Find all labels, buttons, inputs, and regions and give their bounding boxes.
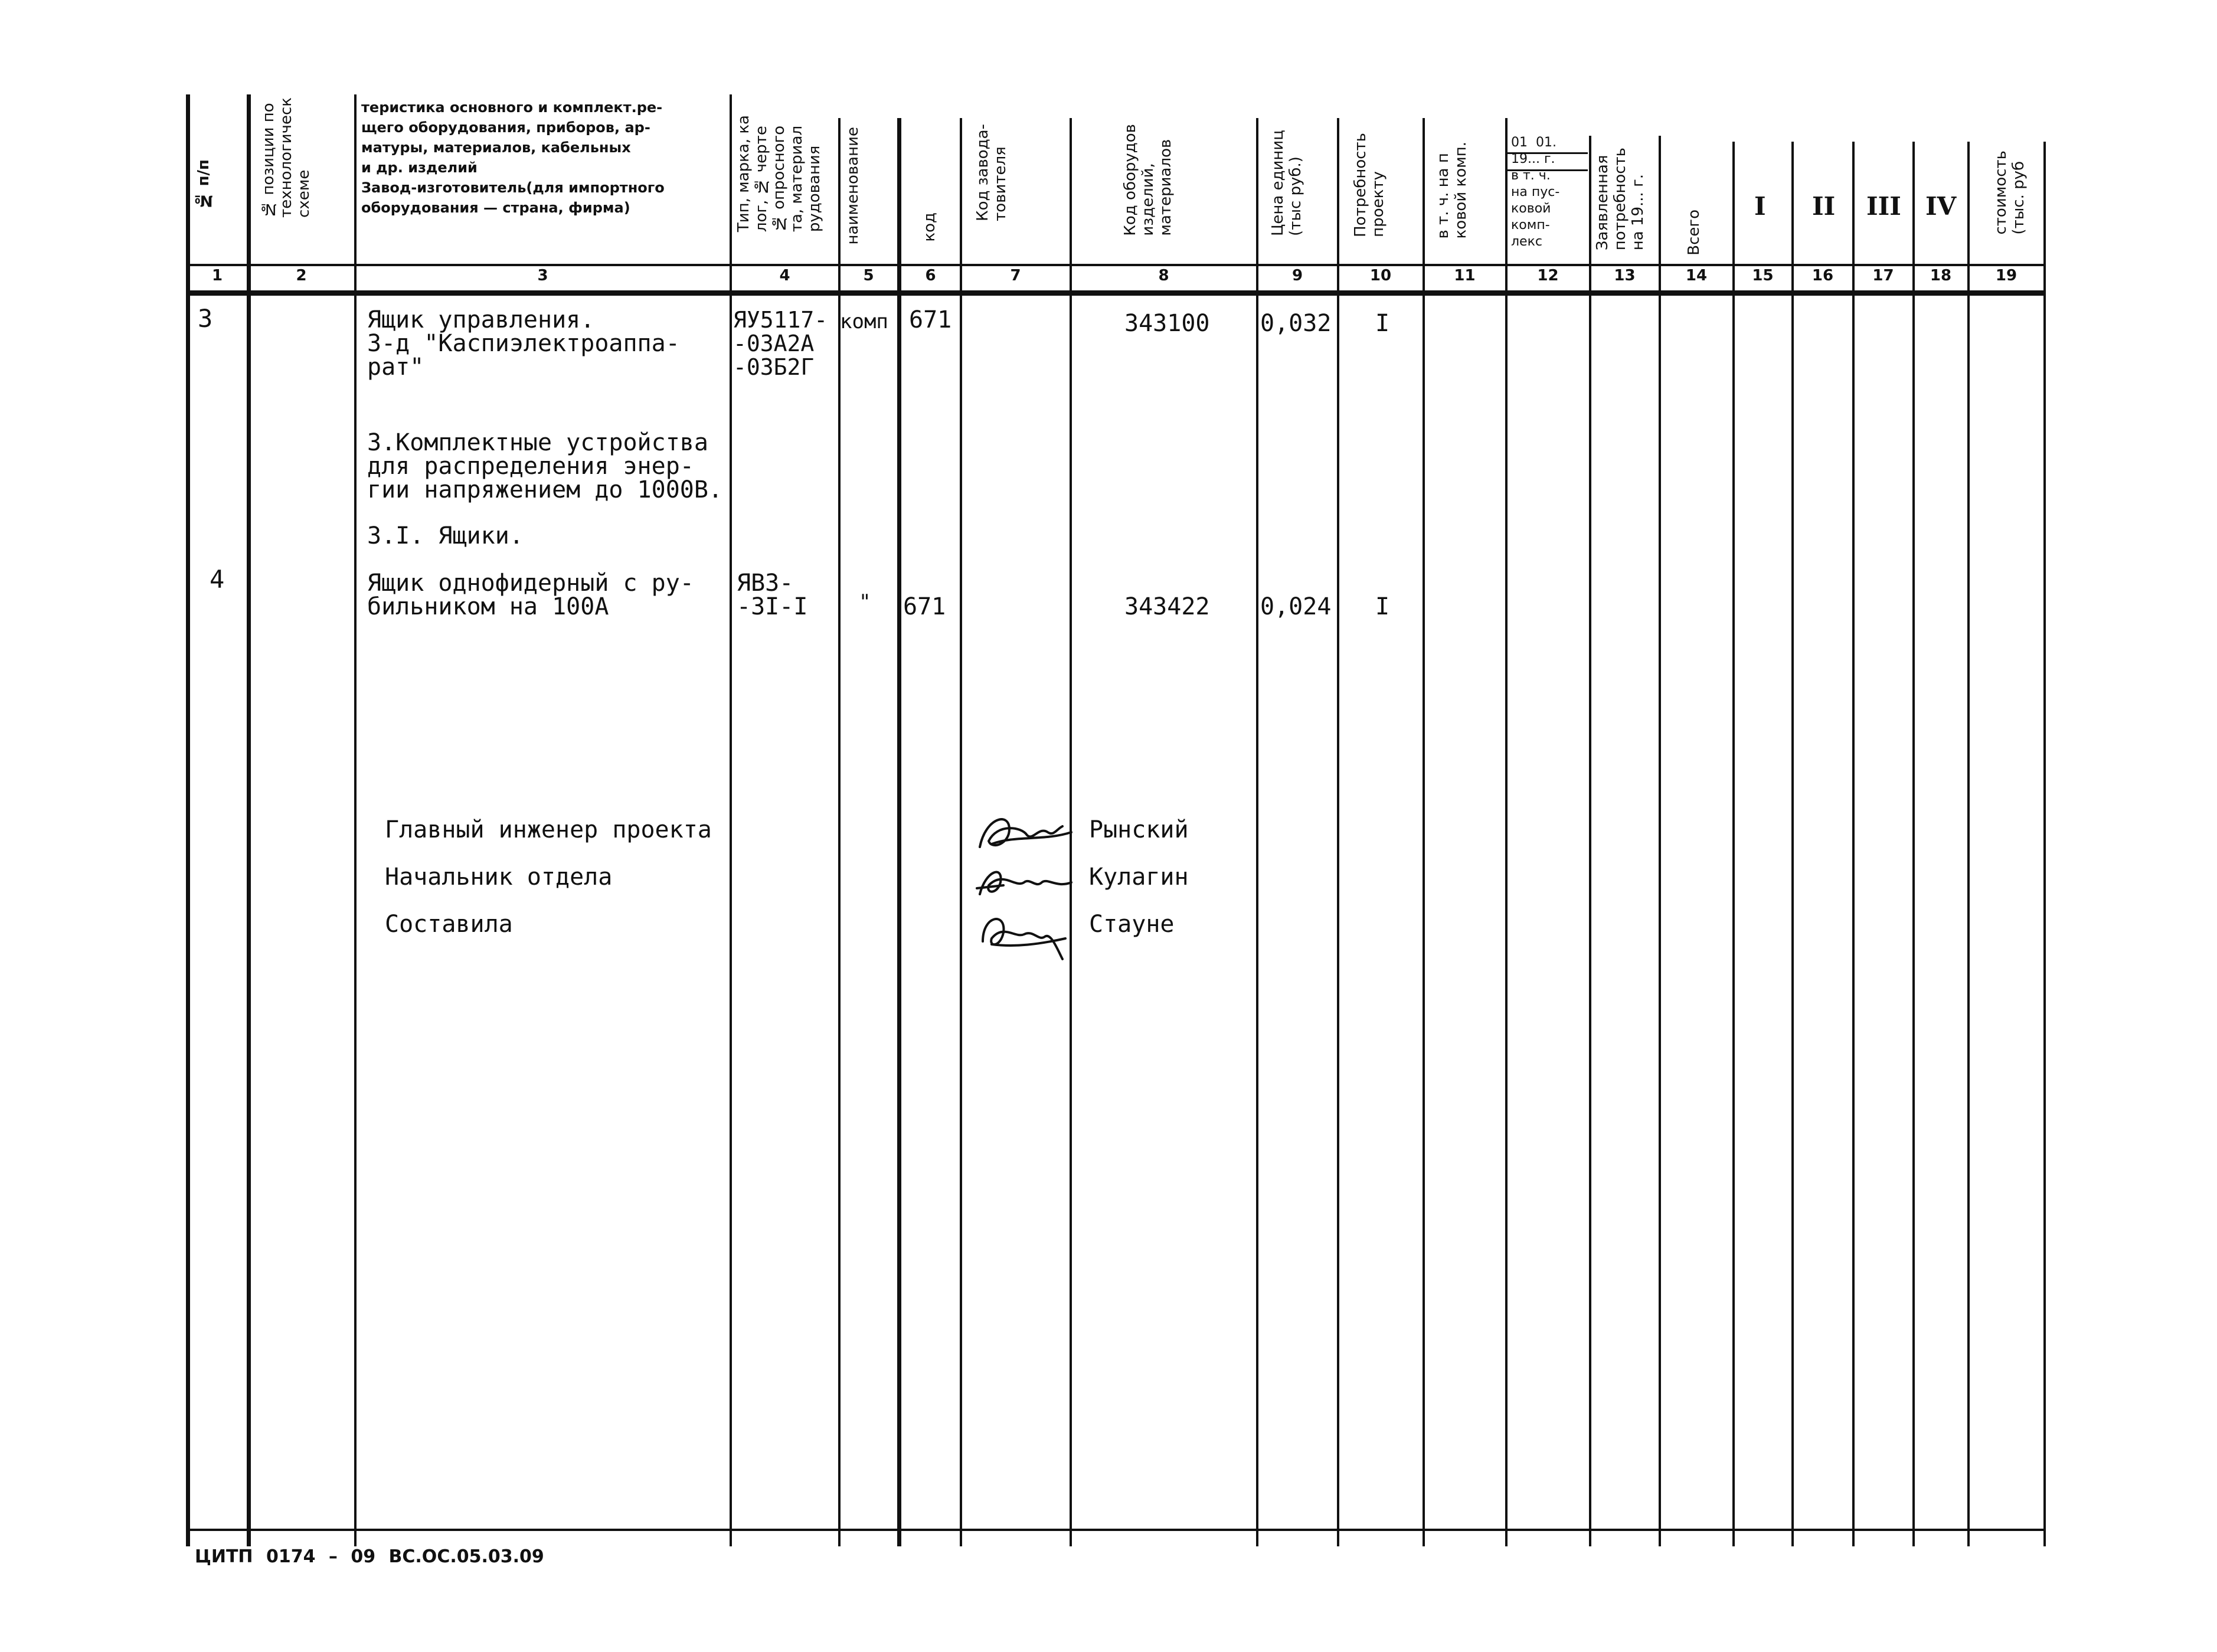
header-startup-complex: в т. ч. на п ковой комп. [1434, 142, 1470, 239]
signature-name: Рынский [1089, 816, 1189, 843]
header-total: Всего [1685, 210, 1703, 256]
header-unit-price: Цена единиц (тыс руб.) [1269, 130, 1304, 236]
column-number: 4 [779, 267, 790, 284]
col-divider [897, 118, 901, 1546]
subsection-title: 3.I. Ящики. [367, 522, 524, 549]
column-number: 6 [925, 267, 936, 284]
col-divider [1337, 118, 1339, 1546]
signature-role: Составила [385, 911, 513, 938]
project-need: I [1375, 593, 1390, 620]
column-number: 10 [1369, 267, 1392, 284]
row-number: 3 [198, 304, 213, 333]
header-unit-name: наименование [844, 127, 862, 245]
left-border [186, 94, 190, 1546]
item-type: ЯУ5117- -03А2А -03Б2Г [733, 307, 828, 380]
col-divider [1791, 142, 1794, 1546]
equipment-code: 343422 [1124, 593, 1210, 620]
column-number: 16 [1811, 267, 1834, 284]
signature-name: Кулагин [1089, 863, 1189, 891]
col-divider [1659, 136, 1661, 1546]
right-border [2043, 142, 2046, 1546]
column-number: 11 [1454, 267, 1476, 284]
unit-name: комп [840, 310, 888, 333]
col-divider [730, 94, 732, 1546]
item-type: ЯВЗ- -3I-I [737, 570, 808, 620]
header-quarter-2: II [1812, 192, 1836, 221]
header-row-number: № п/п [195, 159, 212, 210]
signature-name: Стауне [1089, 911, 1175, 938]
table-bottom-line [186, 1529, 2045, 1531]
unit-price: 0,024 [1260, 593, 1332, 620]
column-number: 13 [1614, 267, 1636, 284]
column-number: 18 [1930, 267, 1952, 284]
unit-name: " [859, 590, 871, 614]
col-divider [1732, 142, 1735, 1546]
item-name: Ящик однофидерный с ру- бильником на 100А [367, 570, 694, 620]
column-number: 5 [863, 267, 874, 284]
unit-code: 671 [903, 593, 946, 620]
col-divider [354, 94, 357, 1546]
colnum-bottom-line [186, 290, 2045, 296]
col-divider [1852, 142, 1855, 1546]
col-divider [1256, 118, 1258, 1546]
header-quarter-3: III [1866, 192, 1901, 221]
col-divider [247, 94, 251, 1546]
header-quarter-1: I [1754, 192, 1766, 221]
header-declared-need: Заявленная потребность на 19... г. [1594, 148, 1647, 251]
unit-code: 671 [909, 306, 952, 333]
header-description: теристика основного и комплект.ре- щего оборудования, приборов, ар- матуры, материалов, кабельных и др. изделий Завод-изготовитель(для импортного оборудования — страна, фирма) [361, 99, 665, 216]
header-equipment-code: Код оборудов изделий, материалов [1121, 124, 1175, 236]
col-divider [1967, 142, 1970, 1546]
header-scheme-position: № позиции по технологическ схеме [260, 97, 313, 218]
row-number: 4 [210, 565, 225, 594]
column-number: 14 [1685, 267, 1708, 284]
signature-role: Начальник отдела [385, 863, 613, 891]
column-number: 8 [1158, 267, 1169, 284]
project-need: I [1375, 310, 1390, 337]
header-cost: стоимость (тыс. руб [1992, 151, 2028, 235]
column-number: 12 [1537, 267, 1559, 284]
equipment-code: 343100 [1124, 310, 1210, 337]
column-number: 9 [1291, 267, 1303, 284]
column-number: 1 [211, 267, 223, 284]
col-divider [1423, 118, 1425, 1546]
header-quarter-4: IV [1925, 192, 1957, 221]
header-bottom-line [186, 264, 2045, 266]
column-number: 3 [537, 267, 548, 284]
section-title: 3.Комплектные устройства для распределения энер- гии напряжением до 1000В. [367, 429, 723, 503]
col-divider [960, 118, 962, 1546]
col-divider [1912, 142, 1915, 1546]
header-type-mark: Тип, марка, ка лог, № черте № опросного та, материал рудования [735, 115, 823, 233]
header-unit-code: код [921, 212, 939, 242]
unit-price: 0,032 [1260, 310, 1332, 337]
column-number: 19 [1995, 267, 2017, 284]
col-divider [1505, 118, 1508, 1546]
header-on-date: 01 01. 19... г. в т. ч. на пус- ковой комп- лекс [1511, 135, 1560, 249]
signature-role: Главный инженер проекта [385, 816, 712, 843]
column-number: 7 [1010, 267, 1021, 284]
header-project-need: Потребность проекту [1352, 133, 1387, 237]
handwritten-signatures [968, 800, 1092, 971]
column-number: 2 [296, 267, 307, 284]
column-number: 15 [1752, 267, 1774, 284]
col-divider [1589, 136, 1591, 1546]
header-factory-code: Код завода- товителя [974, 124, 1009, 221]
item-name: Ящик управления. З-д "Каспиэлектроаппа- рат" [367, 306, 680, 381]
document-footer-code: ЦИТП 0174 – 09 ВС.ОС.05.03.09 [195, 1546, 544, 1567]
column-number: 17 [1872, 267, 1894, 284]
